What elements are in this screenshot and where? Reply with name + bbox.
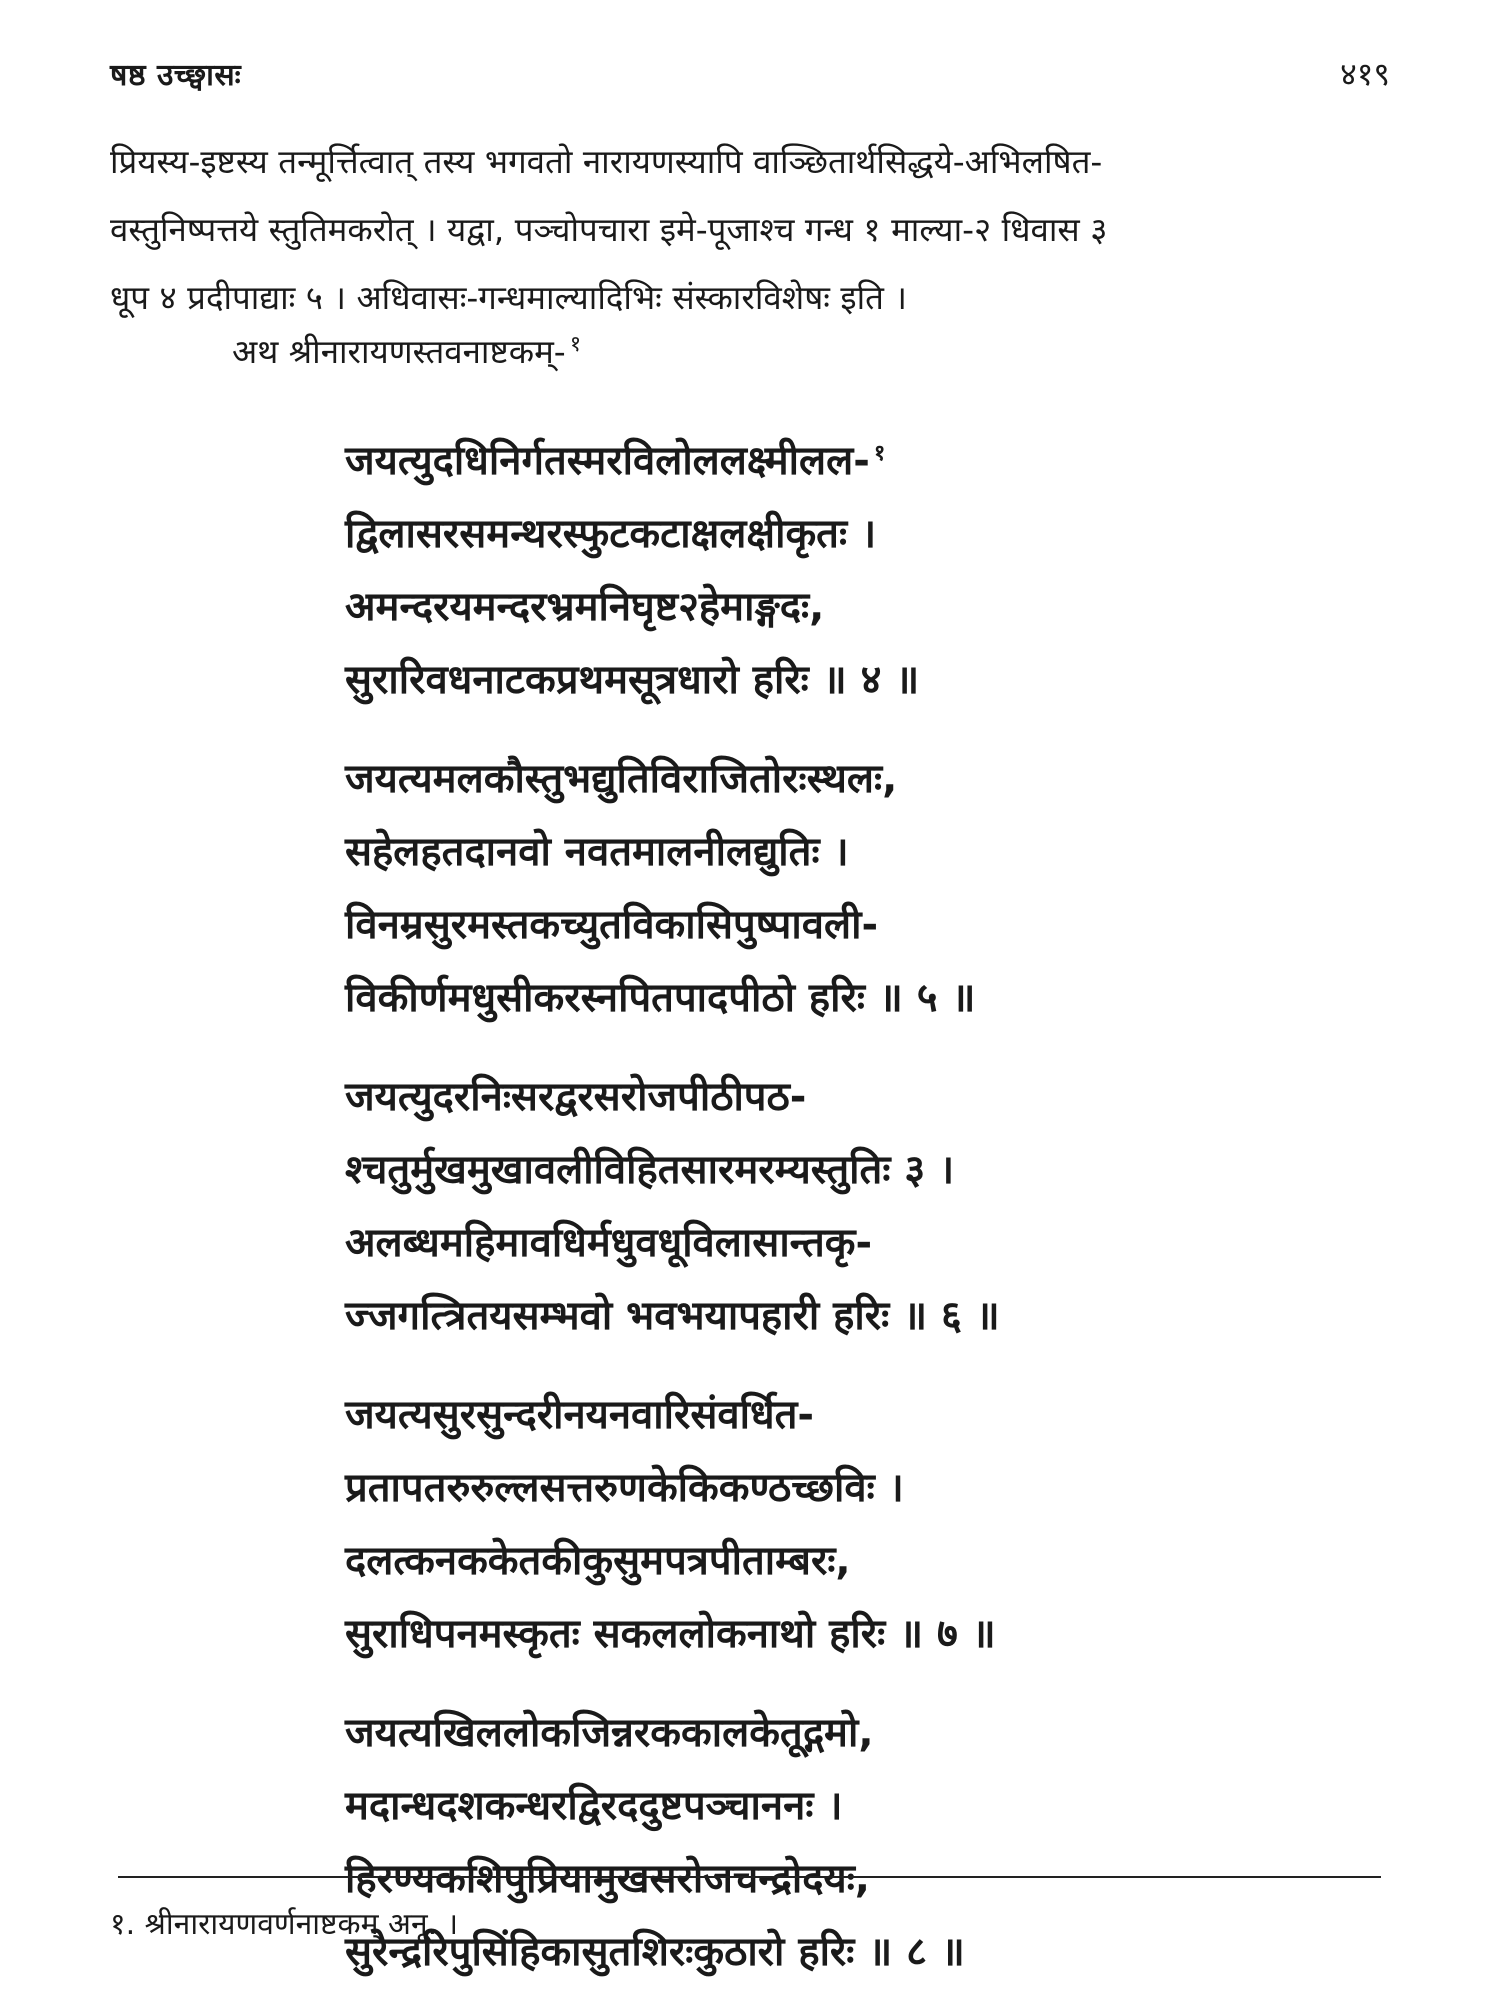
section-heading-text: अथ श्रीनारायणस्तवनाष्टकम्-	[232, 332, 566, 371]
verse-line: द्विलासरसमन्थरस्फुटकटाक्षलक्षीकृतः ।	[345, 511, 877, 557]
commentary-paragraph	[110, 128, 1390, 332]
verse-line: सुरारिवधनाटकप्रथमसूत्रधारो हरिः ॥ ४ ॥	[345, 657, 920, 703]
commentary-line: धूप ४ प्रदीपाद्याः ५ । अधिवासः-गन्धमाल्यादिभिः संस्कारविशेषः इति ।	[110, 278, 907, 317]
verse-line: ज्जगत्त्रितयसम्भवो भवभयापहारी हरिः ॥ ६ ॥	[345, 1293, 1000, 1339]
chapter-title: षष्ठ उच्छ्वासः	[110, 58, 242, 93]
verse-line: अलब्धमहिमावधिर्मधुवधूविलासान्तकृ-	[345, 1220, 873, 1266]
verse-4	[345, 425, 1395, 717]
verse-line	[345, 425, 1395, 498]
verse-line: सहेलहतदानवो नवतमालनीलद्युतिः ।	[345, 829, 849, 875]
verse-line: सुराधिपनमस्कृतः सकललोकनाथो हरिः ॥ ७ ॥	[345, 1611, 996, 1657]
commentary-line: प्रियस्य-इष्टस्य तन्मूर्त्तित्वात् तस्य भगवतो नारायणस्यापि वाञ्छितार्थसिद्धये-अभिलषित-	[110, 142, 1103, 181]
verse-line: जयत्यमलकौस्तुभद्युतिविराजितोरःस्थलः,	[345, 756, 898, 802]
page-number: ४१९	[1340, 55, 1390, 93]
verse-8	[345, 1697, 1395, 1989]
footnote-mark: १	[873, 440, 886, 466]
verse-block	[345, 425, 1395, 2015]
verse-line-text: जयत्युदधिनिर्गतस्मरविलोललक्ष्मीलल-	[345, 438, 870, 484]
footnote-mark: १	[569, 332, 582, 357]
section-heading	[232, 328, 581, 373]
footnote: १. श्रीनारायणवर्णनाष्टकम् अनू. ।	[110, 1907, 459, 1942]
verse-line: विनम्रसुरमस्तकच्युतविकासिपुष्पावली-	[345, 902, 879, 948]
verse-line: श्चतुर्मुखमुखावलीविहितसारमरम्यस्तुतिः ३ ।	[345, 1147, 955, 1193]
verse-6	[345, 1061, 1395, 1353]
verse-line: विकीर्णमधुसीकरस्नपितपादपीठो हरिः ॥ ५ ॥	[345, 975, 976, 1021]
verse-line: मदान्धदशकन्धरद्विरददुष्टपञ्चाननः ।	[345, 1783, 843, 1829]
verse-line: सुरेन्द्ररिपुसिंहिकासुतशिरःकुठारो हरिः ॥ ८ ॥	[345, 1929, 965, 1975]
verse-5	[345, 743, 1395, 1035]
verse-line: हिरण्यकशिपुप्रियामुखसरोजचन्द्रोदयः,	[345, 1856, 870, 1902]
verse-line: जयत्यखिललोकजिन्नरककालकेतूद्गमो,	[345, 1710, 874, 1756]
commentary-line: वस्तुनिष्पत्तये स्तुतिमकरोत् । यद्वा, पञ्चोपचारा इमे-पूजाश्च गन्ध १ माल्या-२ धिवास ३	[110, 210, 1108, 249]
verse-line: जयत्युदरनिःसरद्वरसरोजपीठीपठ-	[345, 1074, 807, 1120]
verse-line: प्रतापतरुरुल्लसत्तरुणकेकिकण्ठच्छविः ।	[345, 1465, 904, 1511]
verse-line: दलत्कनककेतकीकुसुमपत्रपीताम्बरः,	[345, 1538, 851, 1584]
verse-line: जयत्यसुरसुन्दरीनयनवारिसंवर्धित-	[345, 1392, 815, 1438]
verse-line: अमन्दरयमन्दरभ्रमनिघृष्ट२हेमाङ्गदः,	[345, 584, 825, 630]
footnote-divider	[118, 1876, 1381, 1878]
running-header	[110, 52, 1390, 95]
verse-7	[345, 1379, 1395, 1671]
